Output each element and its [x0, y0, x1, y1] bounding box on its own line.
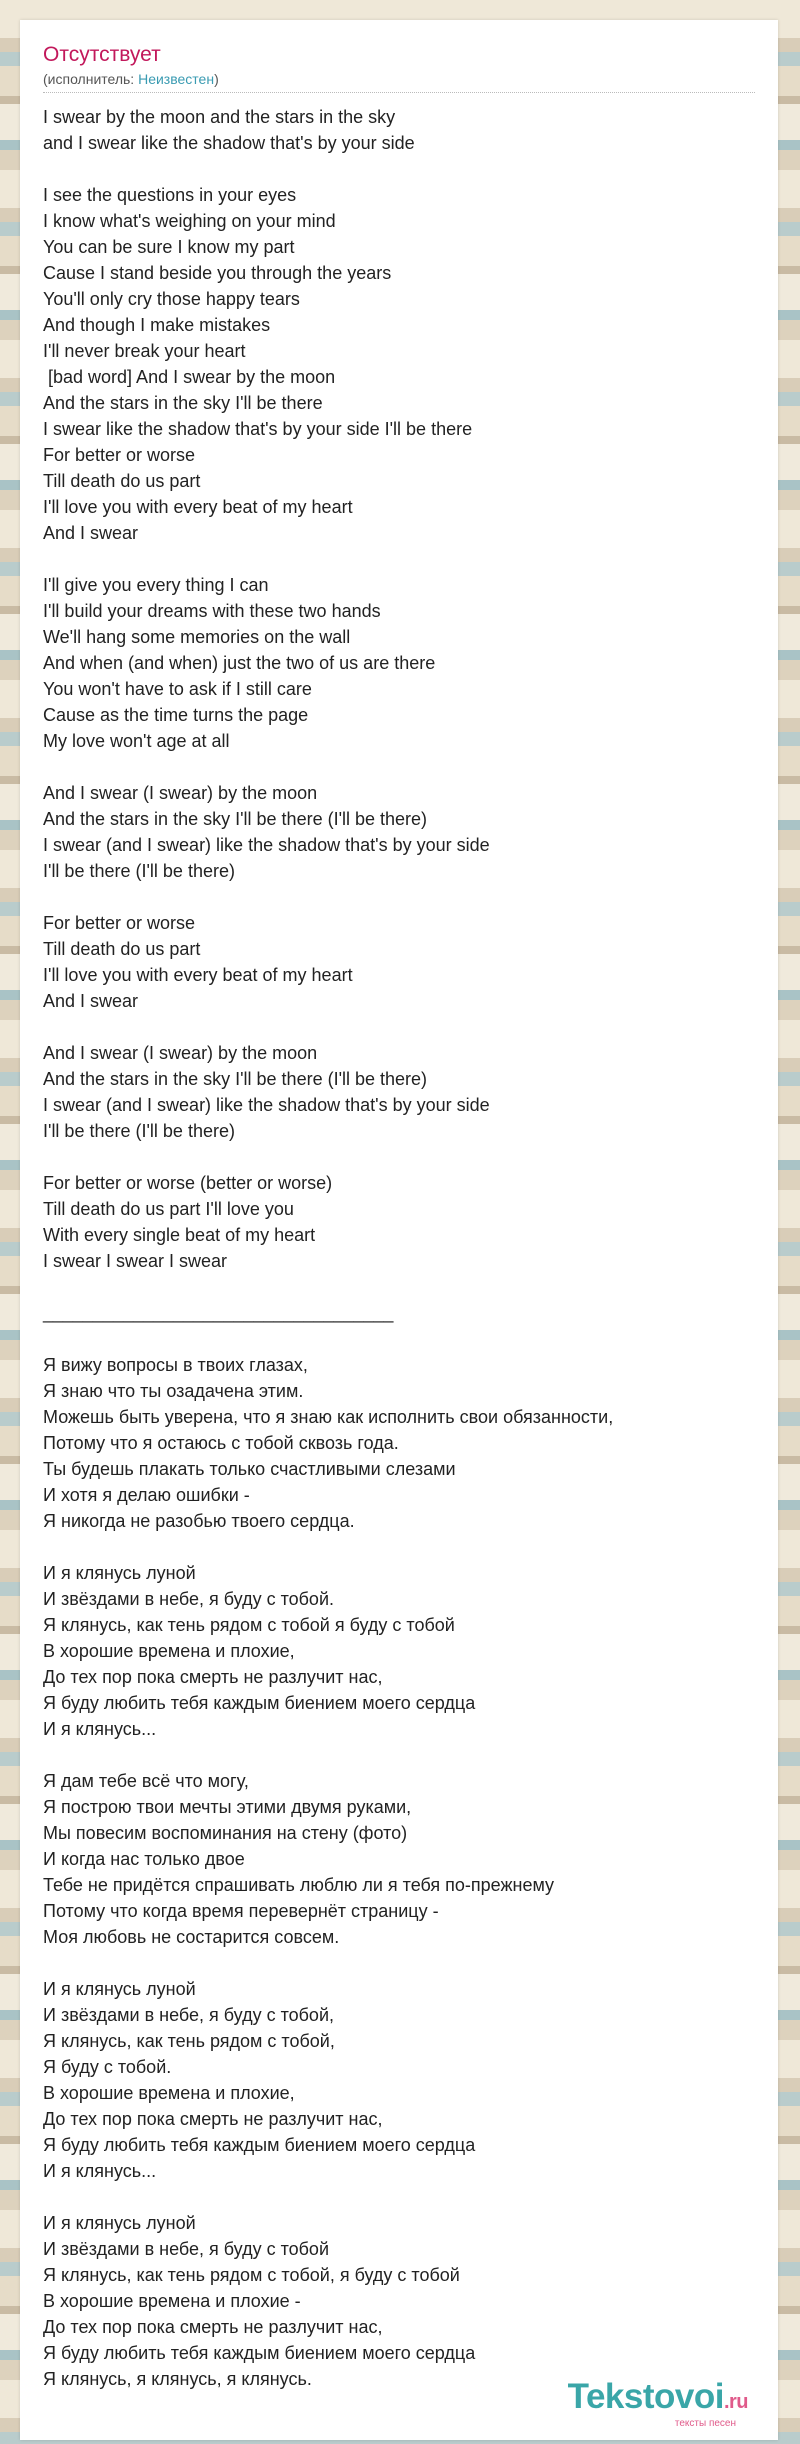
- lyric-line: Till death do us part: [43, 939, 201, 959]
- lyric-line: I'll never break your heart: [43, 341, 246, 361]
- lyric-line: You won't have to ask if I still care: [43, 679, 312, 699]
- lyric-line: Я клянусь, я клянусь, я клянусь.: [43, 2369, 312, 2389]
- lyric-line: Cause I stand beside you through the years: [43, 263, 392, 283]
- blank-line: [43, 1534, 753, 1560]
- lyric-line: И когда нас только двое: [43, 1849, 245, 1869]
- song-title: Отсутствует: [43, 43, 161, 66]
- blank-line: [43, 754, 753, 780]
- lyric-line: And the stars in the sky I'll be there (I'll be there): [43, 809, 428, 829]
- artist-suffix: ): [214, 71, 219, 87]
- lyric-line: Я буду любить тебя каждым биением моего сердца: [43, 2135, 476, 2155]
- lyric-line: Мы повесим воспоминания на стену (фото): [43, 1823, 408, 1843]
- blank-line: [43, 2184, 753, 2210]
- lyric-line: I swear I swear I swear: [43, 1251, 228, 1271]
- lyric-line: Cause as the time turns the page: [43, 705, 309, 725]
- lyric-line: И хотя я делаю ошибки -: [43, 1485, 250, 1505]
- lyric-line: Я знаю что ты озадачена этим.: [43, 1381, 304, 1401]
- lyric-line: Потому что я остаюсь с тобой сквозь года.: [43, 1433, 399, 1453]
- lyric-line: И звёздами в небе, я буду с тобой.: [43, 1589, 334, 1609]
- artist-link[interactable]: Неизвестен: [138, 71, 215, 87]
- lyric-line: I swear by the moon and the stars in the sky: [43, 107, 396, 127]
- lyric-line: And the stars in the sky I'll be there (I'll be there): [43, 1069, 428, 1089]
- blank-line: [43, 1144, 753, 1170]
- lyric-line: И я клянусь луной: [43, 1979, 196, 1999]
- site-logo[interactable]: [568, 2379, 748, 2430]
- title-divider: [43, 92, 755, 93]
- lyric-line: We'll hang some memories on the wall: [43, 627, 351, 647]
- lyric-line: Я построю твои мечты этими двумя руками,: [43, 1797, 412, 1817]
- artist-line: [43, 70, 219, 88]
- lyric-line: and I swear like the shadow that's by your side: [43, 133, 415, 153]
- lyric-line: And I swear (I swear) by the moon: [43, 783, 318, 803]
- blank-line: [43, 1014, 753, 1040]
- lyric-line: До тех пор пока смерть не разлучит нас,: [43, 2317, 383, 2337]
- lyric-line: I see the questions in your eyes: [43, 185, 297, 205]
- lyric-line: I swear (and I swear) like the shadow that's by your side: [43, 835, 490, 855]
- lyric-line: Я клянусь, как тень рядом с тобой я буду с тобой: [43, 1615, 455, 1635]
- blank-line: [43, 1950, 753, 1976]
- lyric-line: И я клянусь луной: [43, 2213, 196, 2233]
- lyric-line: And I swear (I swear) by the moon: [43, 1043, 318, 1063]
- lyric-line: В хорошие времена и плохие -: [43, 2291, 301, 2311]
- lyric-line: I'll build your dreams with these two hands: [43, 601, 381, 621]
- lyric-line: I'll give you every thing I can: [43, 575, 269, 595]
- lyric-line: И я клянусь луной: [43, 1563, 196, 1583]
- lyric-line: Till death do us part: [43, 471, 201, 491]
- blank-line: [43, 1742, 753, 1768]
- lyric-line: I'll love you with every beat of my heart: [43, 965, 353, 985]
- lyric-line: For better or worse: [43, 445, 196, 465]
- logo-tagline: тексты песен: [674, 2418, 736, 2429]
- lyric-line: До тех пор пока смерть не разлучит нас,: [43, 1667, 383, 1687]
- lyric-line: До тех пор пока смерть не разлучит нас,: [43, 2109, 383, 2129]
- lyric-line: Я буду любить тебя каждым биением моего сердца: [43, 1693, 476, 1713]
- lyric-line: I'll be there (I'll be there): [43, 861, 235, 881]
- lyric-line: Ты будешь плакать только счастливыми слезами: [43, 1459, 456, 1479]
- lyric-line: ___________________________________: [43, 1303, 394, 1323]
- logo-name: Tekstovoi: [567, 2377, 724, 2416]
- lyric-line: Я клянусь, как тень рядом с тобой, я буду с тобой: [43, 2265, 460, 2285]
- lyric-line: With every single beat of my heart: [43, 1225, 316, 1245]
- blank-line: [43, 156, 753, 182]
- blank-line: [43, 1326, 753, 1352]
- lyric-line: Я дам тебе всё что могу,: [43, 1771, 249, 1791]
- lyric-line: I'll be there (I'll be there): [43, 1121, 235, 1141]
- lyric-line: And the stars in the sky I'll be there: [43, 393, 323, 413]
- lyric-line: For better or worse (better or worse): [43, 1173, 333, 1193]
- lyric-line: You'll only cry those happy tears: [43, 289, 300, 309]
- lyric-line: And I swear: [43, 991, 139, 1011]
- lyric-line: Till death do us part I'll love you: [43, 1199, 294, 1219]
- lyric-line: И я клянусь...: [43, 2161, 157, 2181]
- lyric-line: В хорошие времена и плохие,: [43, 1641, 295, 1661]
- lyric-line: I swear like the shadow that's by your side I'll be there: [43, 419, 473, 439]
- lyric-line: Тебе не придётся спрашивать люблю ли я тебя по-прежнему: [43, 1875, 555, 1895]
- lyrics-text: [43, 104, 753, 2392]
- lyric-line: I know what's weighing on your mind: [43, 211, 336, 231]
- lyric-line: Потому что когда время перевернёт страницу -: [43, 1901, 439, 1921]
- lyric-line: I swear (and I swear) like the shadow that's by your side: [43, 1095, 490, 1115]
- lyric-line: For better or worse: [43, 913, 196, 933]
- lyric-line: И я клянусь...: [43, 1719, 157, 1739]
- lyric-line: I'll love you with every beat of my heart: [43, 497, 353, 517]
- lyric-line: Я клянусь, как тень рядом с тобой,: [43, 2031, 335, 2051]
- blank-line: [43, 546, 753, 572]
- blank-line: [43, 884, 753, 910]
- lyric-line: And I swear: [43, 523, 139, 543]
- lyric-line: И звёздами в небе, я буду с тобой,: [43, 2005, 334, 2025]
- blank-line: [43, 1274, 753, 1300]
- lyric-line: Можешь быть уверена, что я знаю как исполнить свои обязанности,: [43, 1407, 614, 1427]
- lyric-line: And when (and when) just the two of us are there: [43, 653, 436, 673]
- lyric-line: Моя любовь не состарится совсем.: [43, 1927, 340, 1947]
- lyric-line: And though I make mistakes: [43, 315, 271, 335]
- lyric-line: Я никогда не разобью твоего сердца.: [43, 1511, 355, 1531]
- lyric-line: В хорошие времена и плохие,: [43, 2083, 295, 2103]
- logo-tld: .ru: [723, 2391, 748, 2413]
- lyric-line: И звёздами в небе, я буду с тобой: [43, 2239, 329, 2259]
- artist-prefix: (исполнитель:: [43, 71, 139, 87]
- lyric-line: Я буду любить тебя каждым биением моего сердца: [43, 2343, 476, 2363]
- lyrics-card: [20, 20, 778, 2440]
- lyric-line: My love won't age at all: [43, 731, 230, 751]
- lyric-line: Я буду с тобой.: [43, 2057, 172, 2077]
- lyric-line: Я вижу вопросы в твоих глазах,: [43, 1355, 308, 1375]
- lyric-line: You can be sure I know my part: [43, 237, 295, 257]
- lyric-line: [bad word] And I swear by the moon: [43, 367, 336, 387]
